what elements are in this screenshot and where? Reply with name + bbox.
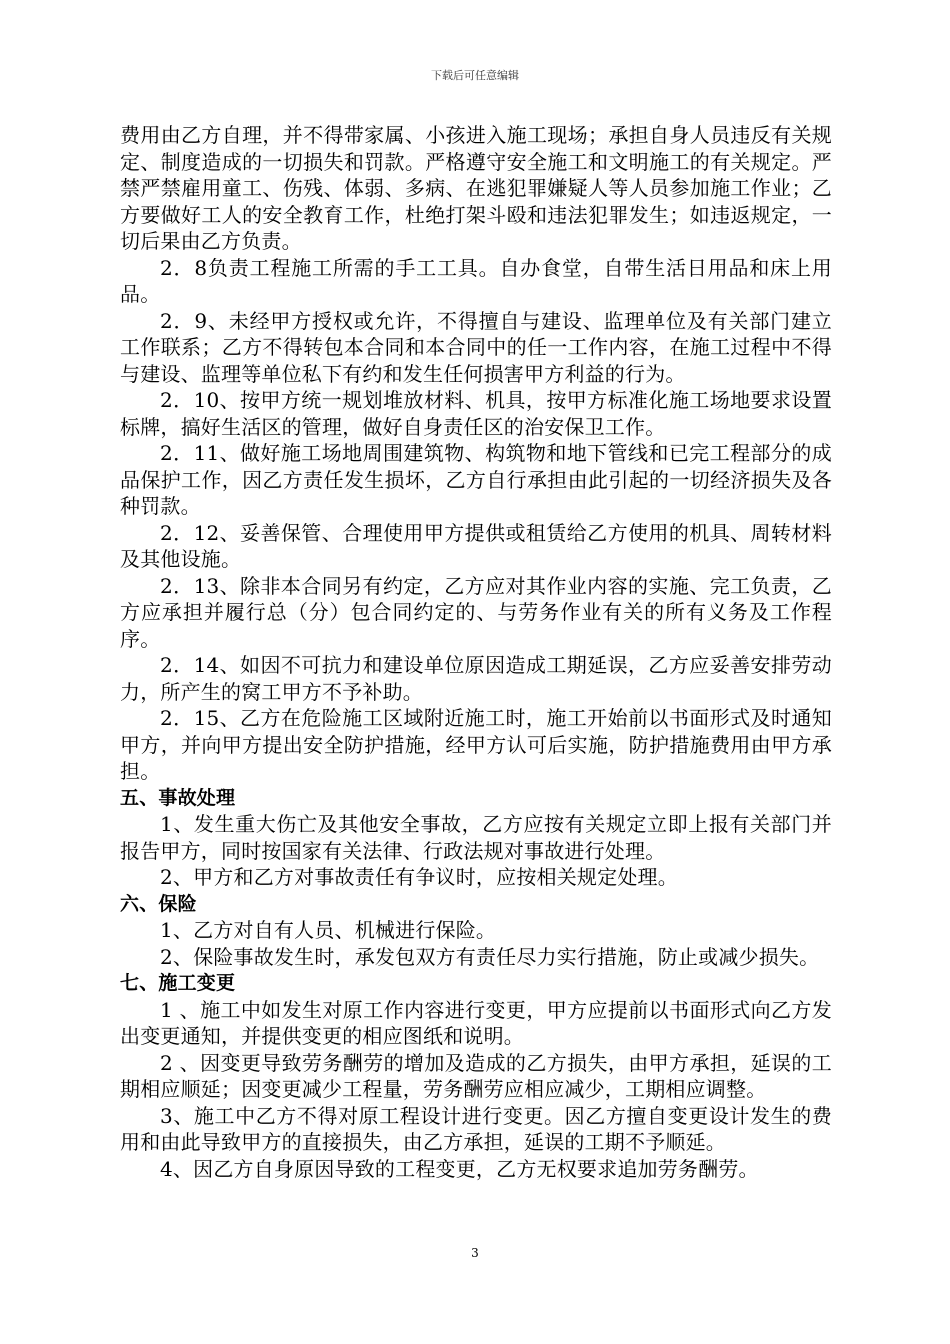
clause-2-14: 2．14、如因不可抗力和建设单位原因造成工期延误，乙方应妥善安排劳动力，所产生的窝工甲方不予补助。 (120, 653, 832, 704)
insurance-item-1: 1、乙方对自有人员、机械进行保险。 (160, 918, 497, 942)
change-item-4: 4、因乙方自身原因导致的工程变更，乙方无权要求追加劳务酬劳。 (160, 1156, 759, 1181)
clause-2-8: 2．8负责工程施工所需的手工工具。自办食堂，自带生活日用品和床上用品。 (120, 255, 832, 306)
accident-item-1: 1、发生重大伤亡及其他安全事故，乙方应按有关规定立即上报有关部门并报告甲方，同时按国家有关法律、行政法规对事故进行处理。 (120, 812, 832, 863)
clause-2-10: 2．10、按甲方统一规划堆放材料、机具，按甲方标准化施工场地要求设置标牌，搞好生活区的管理，做好自身责任区的治安保卫工作。 (120, 388, 832, 439)
document-body (120, 122, 832, 1182)
paragraph-continuation: 费用由乙方自理，并不得带家属、小孩进入施工现场；承担自身人员违反有关规定、制度造成的一切损失和罚款。严格遵守安全施工和文明施工的有关规定。严禁严禁雇用童工、伤残、体弱、多病、在逃犯罪嫌疑人等人员参加施工作业；乙方要做好工人的安全教育工作，杜绝打架斗殴和违法犯罪发生；如违返规定，一切后果由乙方负责。 (120, 123, 832, 253)
clause-2-15: 2．15、乙方在危险施工区域附近施工时，施工开始前以书面形式及时通知甲方，并向甲方提出安全防护措施，经甲方认可后实施，防护措施费用由甲方承担。 (120, 706, 832, 783)
accident-item-2: 2、甲方和乙方对事故责任有争议时，应按相关规定处理。 (160, 865, 678, 889)
insurance-item-2: 2、保险事故发生时，承发包双方有责任尽力实行措施，防止或减少损失。 (160, 944, 820, 969)
change-item-1: 1 、施工中如发生对原工作内容进行变更，甲方应提前以书面形式向乙方发出变更通知，并提供变更的相应图纸和说明。 (120, 997, 832, 1048)
change-item-3: 3、施工中乙方不得对原工程设计进行变更。因乙方擅自变更设计发生的费用和由此导致甲方的直接损失，由乙方承担，延误的工期不予顺延。 (120, 1103, 832, 1154)
section-heading-insurance: 六、保险 (120, 892, 197, 915)
clause-2-12: 2．12、妥善保管、合理使用甲方提供或租赁给乙方使用的机具、周转材料及其他设施。 (120, 520, 832, 571)
clause-2-13: 2．13、除非本合同另有约定，乙方应对其作业内容的实施、完工负责，乙方应承担并履行总（分）包合同约定的、与劳务作业有关的所有义务及工作程序。 (120, 573, 832, 651)
section-heading-change: 七、施工变更 (120, 972, 236, 994)
clause-2-9: 2．9、未经甲方授权或允许，不得擅自与建设、监理单位及有关部门建立工作联系；乙方不得转包本合同和本合同中的任一工作内容，在施工过程中不得与建设、监理等单位私下有约和发生任何损害甲方利益的行为。 (120, 308, 832, 386)
page-number: 3 (471, 1246, 479, 1260)
change-item-2: 2 、因变更导致劳务酬劳的增加及造成的乙方损失，由甲方承担，延误的工期相应顺延；因变更减少工程量，劳务酬劳应相应减少，工期相应调整。 (120, 1050, 832, 1101)
clause-2-11: 2．11、做好施工场地周围建筑物、构筑物和地下管线和已完工程部分的成品保护工作，因乙方责任发生损坏，乙方自行承担由此引起的一切经济损失及各种罚款。 (120, 441, 832, 518)
page-header: 下载后可任意编辑 (431, 69, 519, 82)
section-heading-accident: 五、事故处理 (120, 786, 236, 809)
